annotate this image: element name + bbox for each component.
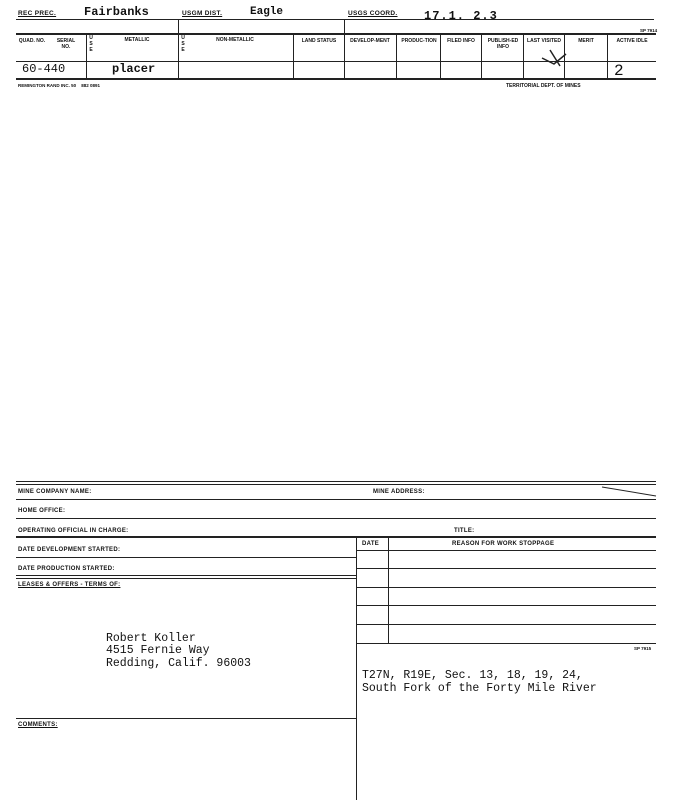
metallic-header: METALLIC [124, 37, 150, 43]
last-visited-header: LAST VISITED [527, 38, 561, 44]
production-header: PRODUC-TION [401, 38, 437, 44]
check-mark-scribble [540, 46, 580, 70]
rec-prec-label: REC PREC. [18, 10, 57, 17]
printer-codes: 882 0891 [81, 83, 100, 88]
metallic-value: placer [112, 62, 156, 76]
top-form-number: SP 7914 [640, 28, 658, 33]
owner-city: Redding, Calif. 96003 [106, 657, 251, 670]
land-status-header: LAND STATUS [301, 38, 337, 44]
active-idle-mark: 2 [614, 62, 624, 80]
location-line-2: South Fork of the Forty Mile River [362, 682, 597, 695]
nonmetallic-codes: U S E [181, 35, 185, 53]
usgm-dist-value: Eagle [250, 6, 284, 18]
nonmetallic-header: NON-METALLIC [216, 37, 254, 43]
reason-column-header: REASON FOR WORK STOPPAGE [452, 541, 555, 547]
usgs-coord-value: 17.1. 2.3 [424, 9, 498, 23]
home-office-label: HOME OFFICE: [18, 508, 66, 514]
comments-label: COMMENTS: [18, 722, 58, 728]
active-idle-header: ACTIVE IDLE [616, 38, 648, 44]
usgm-dist-label: USGM DIST. [182, 10, 223, 17]
owner-name: Robert Koller [106, 632, 196, 645]
bottom-form-number: SP 7915 [634, 646, 652, 651]
title-label: TITLE: [454, 528, 475, 534]
published-info-header: PUBLISH-ED INFO [487, 38, 519, 50]
leases-label: LEASES & OFFERS - TERMS OF: [18, 582, 121, 588]
operating-official-label: OPERATING OFFICIAL IN CHARGE: [18, 528, 129, 534]
corner-scribble [600, 484, 658, 498]
printer-label-text: REMINGTON RAND INC. 50 [18, 83, 77, 88]
quad-no-header: QUAD. NO. [18, 38, 46, 44]
metallic-codes: U S E [89, 35, 93, 53]
printer-label [18, 83, 100, 88]
location-line-1: T27N, R19E, Sec. 13, 18, 19, 24, [362, 669, 583, 682]
date-production-label: DATE PRODUCTION STARTED: [18, 566, 115, 572]
filed-info-header: FILED INFO [447, 38, 475, 44]
date-column-header: DATE [362, 541, 380, 547]
quad-serial-value: 60-440 [22, 62, 66, 76]
department-label: TERRITORIAL DEPT. OF MINES [506, 83, 581, 89]
serial-no-header: SERIAL NO. [56, 38, 76, 50]
mine-address-label: MINE ADDRESS: [373, 489, 425, 495]
date-development-label: DATE DEVELOPMENT STARTED: [18, 547, 121, 553]
rec-prec-value: Fairbanks [84, 5, 149, 19]
development-header: DEVELOP-MENT [350, 38, 390, 44]
owner-street: 4515 Fernie Way [106, 644, 210, 657]
mine-company-name-label: MINE COMPANY NAME: [18, 489, 92, 495]
usgs-coord-label: USGS COORD. [348, 10, 398, 17]
merit-header: MERIT [578, 38, 594, 44]
